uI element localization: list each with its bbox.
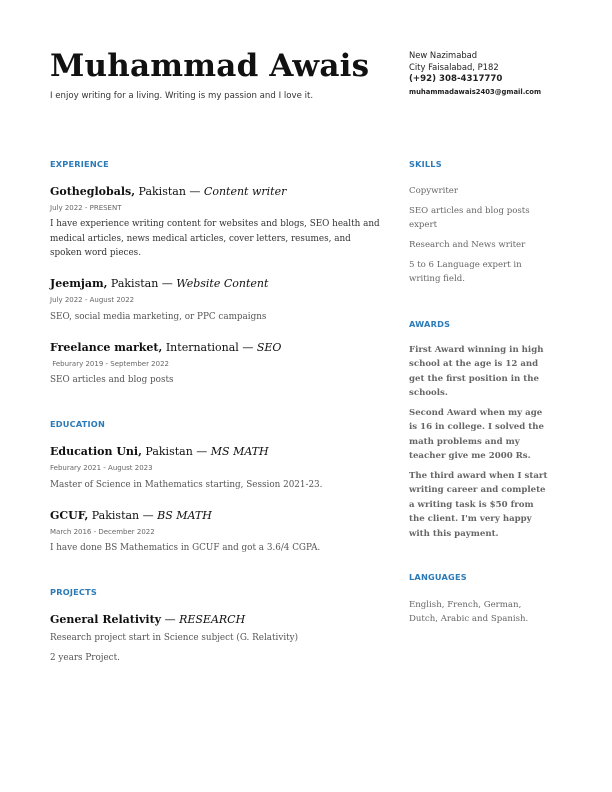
education-heading: EDUCATION: [50, 419, 105, 429]
entry-description: SEO articles and blog posts: [50, 375, 174, 385]
entry-description: I have experience writing content for websites and blogs, SEO health and medical articles, news medical articles, cover letters, resumes, and spoken word pieces.: [50, 219, 380, 259]
resume-name: Muhammad Awais: [50, 48, 370, 84]
project-entry-title: [50, 613, 245, 626]
skill-item: SEO articles and blog posts expert: [409, 206, 530, 231]
skill-item: 5 to 6 Language expert in writing field.: [409, 260, 522, 285]
entry-location: Pakistan —: [141, 445, 211, 458]
entry-location: International —: [162, 341, 257, 354]
skills-heading: SKILLS: [409, 159, 442, 169]
experience-entry-title: [50, 341, 281, 354]
entry-org: General Relativity: [50, 613, 162, 626]
entry-dates: July 2022 - PRESENT: [50, 204, 122, 212]
languages-heading: LANGUAGES: [409, 572, 467, 582]
entry-org: Education Uni,: [50, 445, 142, 458]
tagline: I enjoy writing for a living. Writing is my passion and I love it.: [50, 91, 314, 101]
address-line-1: New Nazimabad: [409, 50, 478, 60]
phone-number: (+92) 308-4317770: [409, 74, 503, 84]
entry-location: Pakistan —: [88, 509, 158, 522]
entry-org: Jeemjam,: [50, 277, 108, 290]
entry-dates: July 2022 - August 2022: [50, 296, 135, 304]
education-entry-title: [50, 445, 269, 458]
entry-dates: Feburary 2021 - August 2023: [50, 464, 153, 472]
entry-location: Pakistan —: [107, 277, 177, 290]
skill-item: Copywriter: [409, 186, 458, 196]
entry-org: Freelance market,: [50, 341, 163, 354]
entry-description: Master of Science in Mathematics starting, Session 2021-23.: [50, 480, 323, 490]
award-item: Second Award when my age is 16 in college. I solved the math problems and my teacher give me 2000 Rs.: [409, 408, 544, 462]
entry-description: Research project start in Science subject (G. Relativity): [50, 633, 299, 643]
awards-heading: AWARDS: [409, 319, 451, 329]
entry-role: Website Content: [176, 277, 269, 290]
email-address: muhammadawais2403@gmail.com: [409, 88, 542, 96]
education-entry-title: [50, 509, 212, 522]
entry-location: —: [161, 613, 180, 626]
contact-block: [409, 49, 579, 99]
entry-role: BS MATH: [157, 509, 212, 522]
award-item: The third award when I start writing career and complete a writing task is $50 from the client. I'm very happy with this payment.: [409, 471, 548, 539]
award-item: First Award winning in high school at the age is 12 and get the first position in the schools.: [409, 345, 544, 399]
entry-role: Content writer: [203, 185, 287, 198]
experience-entry-title: [50, 277, 268, 290]
projects-heading: PROJECTS: [50, 587, 97, 597]
entry-org: Gotheglobals,: [50, 185, 136, 198]
entry-role: MS MATH: [210, 445, 269, 458]
entry-dates: March 2016 - December 2022: [50, 528, 155, 536]
experience-heading: EXPERIENCE: [50, 159, 109, 169]
experience-entry-title: [50, 185, 286, 198]
entry-note: 2 years Project.: [50, 653, 120, 663]
languages-list: English, French, German, Dutch, Arabic and Spanish.: [409, 600, 529, 625]
address-line-2: City Faisalabad, P182: [409, 62, 499, 72]
entry-description: I have done BS Mathematics in GCUF and got a 3.6/4 CGPA.: [50, 543, 321, 553]
entry-org: GCUF,: [50, 509, 89, 522]
entry-description: SEO, social media marketing, or PPC campaigns: [50, 312, 267, 322]
entry-role: RESEARCH: [179, 613, 246, 626]
entry-dates: Feburary 2019 - September 2022: [50, 360, 169, 368]
entry-location: Pakistan —: [135, 185, 204, 198]
skill-item: Research and News writer: [409, 240, 526, 250]
entry-role: SEO: [256, 341, 282, 354]
